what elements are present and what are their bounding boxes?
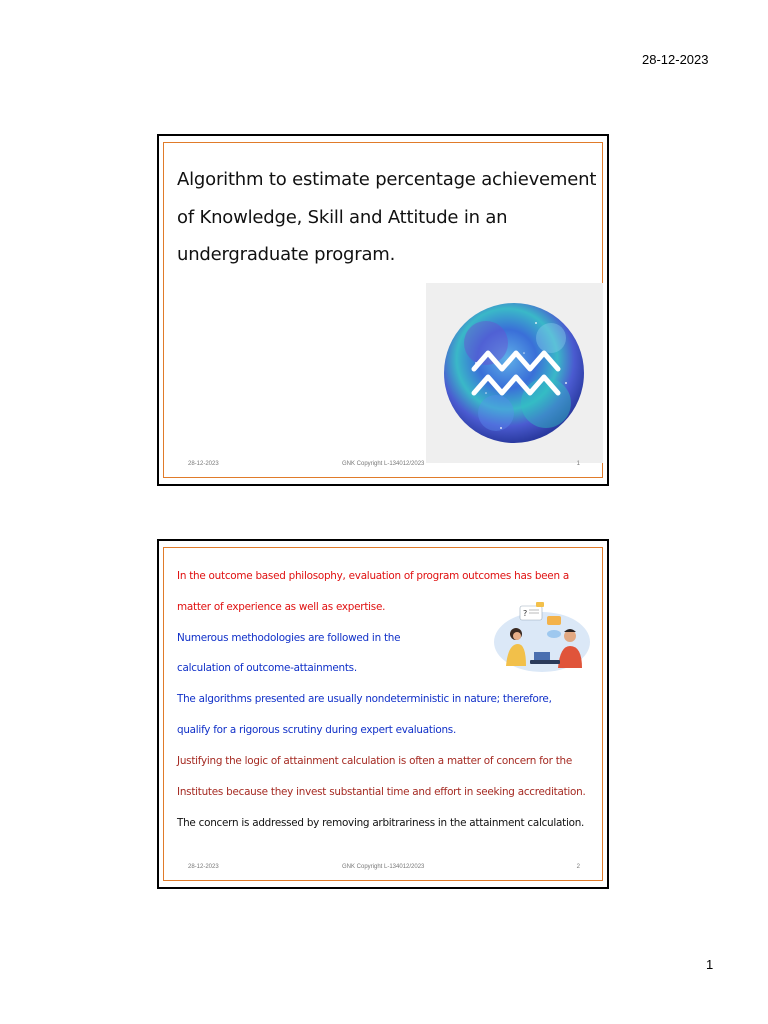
slide-2-line-3: Numerous methodologies are followed in the	[177, 632, 401, 644]
slide-1-border	[163, 142, 603, 478]
page-date: 28-12-2023	[642, 52, 709, 67]
footer-date: 28-12-2023	[188, 461, 219, 467]
slide-2-line-5: The algorithms presented are usually nondeterministic in nature; therefore,	[177, 693, 552, 705]
footer-date: 28-12-2023	[188, 864, 219, 870]
slide-2-line-2: matter of experience as well as expertise.	[177, 601, 386, 613]
aquarius-zodiac-icon	[426, 283, 603, 463]
footer-slide-number: 2	[576, 864, 580, 870]
people-discussion-illustration	[492, 598, 592, 674]
slide-2	[157, 539, 609, 889]
slide-1	[157, 134, 609, 486]
slide-2-line-1: In the outcome based philosophy, evaluation of program outcomes has been a	[177, 570, 569, 582]
slide-1-footer	[164, 461, 602, 471]
footer-copyright: GNK Copyright L-134012/2023	[342, 864, 425, 870]
slide-title-line-2: of Knowledge, Skill and Attitude in an	[177, 207, 508, 228]
slide-2-line-4: calculation of outcome-attainments.	[177, 662, 357, 674]
slide-2-footer	[164, 864, 602, 874]
slide-2-line-8: Institutes because they invest substantial time and effort in seeking accreditation.	[177, 786, 586, 798]
slide-2-line-6: qualify for a rigorous scrutiny during expert evaluations.	[177, 724, 456, 736]
footer-copyright: GNK Copyright L-134012/2023	[342, 461, 425, 467]
page-number: 1	[706, 957, 714, 972]
svg-text:?: ?	[523, 609, 528, 618]
slide-title-line-1: Algorithm to estimate percentage achievement	[177, 169, 597, 190]
footer-slide-number: 1	[576, 461, 580, 467]
slide-2-border	[163, 547, 603, 881]
slide-2-line-7: Justifying the logic of attainment calculation is often a matter of concern for the	[177, 755, 573, 767]
slide-2-line-9: The concern is addressed by removing arbitrariness in the attainment calculation.	[177, 817, 585, 829]
slide-title-line-3: undergraduate program.	[177, 244, 396, 265]
